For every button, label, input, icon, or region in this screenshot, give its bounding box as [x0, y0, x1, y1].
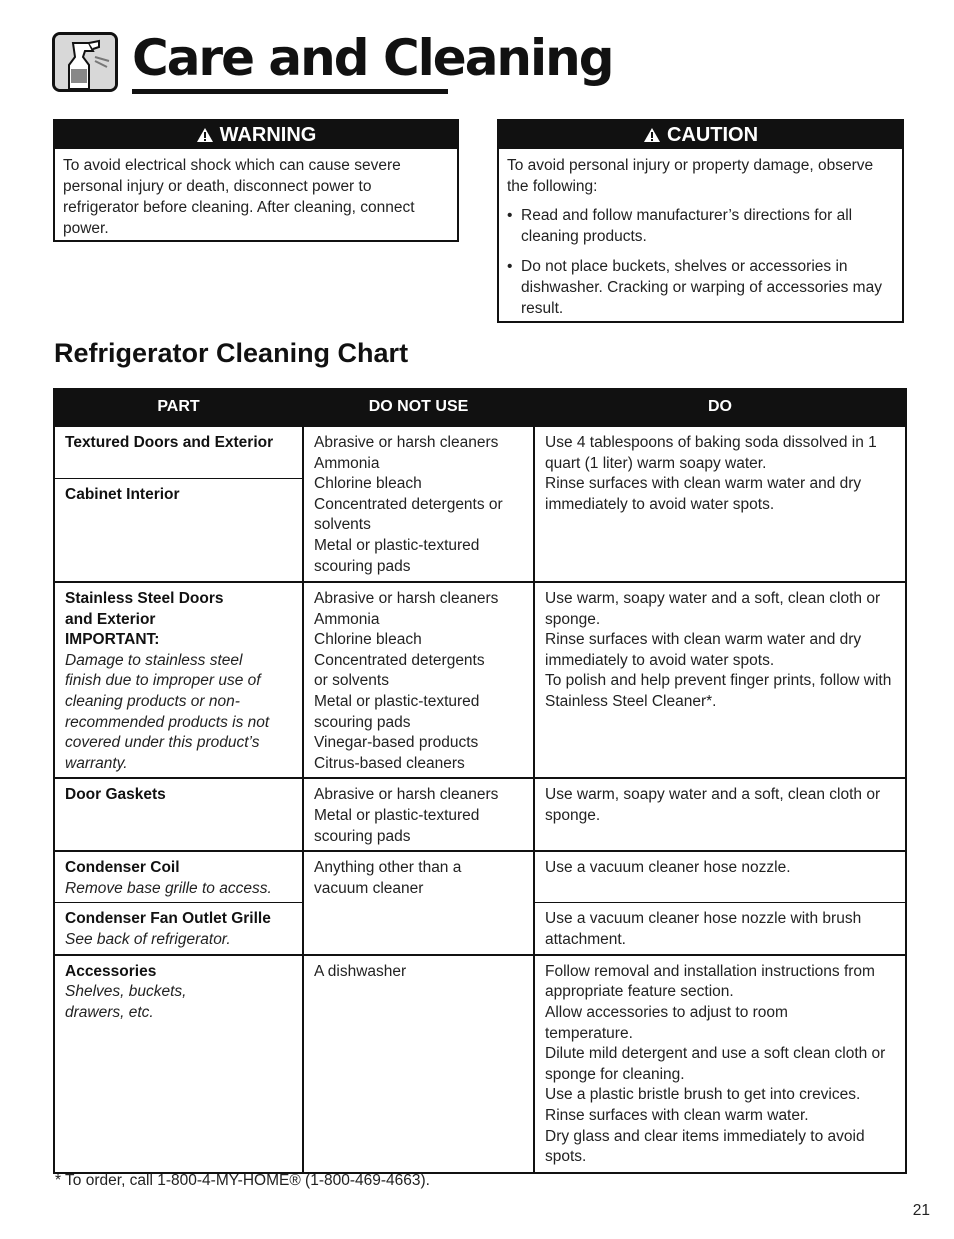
table-row [54, 851, 906, 903]
part-cell [54, 478, 303, 582]
list-item: Abrasive or harsh cleaners [314, 590, 499, 607]
do-cell [534, 426, 906, 582]
table-row [54, 426, 906, 478]
page-header [52, 28, 613, 98]
part-note: See back of refrigerator. [65, 930, 231, 948]
do-not-use-cell [303, 426, 534, 582]
list-item: Vinegar-based products [314, 734, 479, 752]
list-item: Use warm, soapy water and a soft, clean cloth or sponge. [545, 786, 881, 824]
list-item: Chlorine bleach [314, 631, 422, 649]
list-item: Chlorine bleach [314, 475, 422, 493]
do-cell [534, 778, 906, 851]
chart-title: Refrigerator Cleaning Chart [54, 338, 409, 368]
part-note: Shelves, buckets, drawers, etc. [65, 983, 187, 1021]
caution-intro: To avoid personal injury or property damage, observe the following: [507, 157, 874, 195]
part-cell [54, 426, 303, 478]
title-underline [132, 89, 448, 94]
warning-header [55, 121, 457, 149]
table-row [54, 778, 906, 851]
part-name: Condenser Coil [65, 859, 180, 877]
part-name: Door Gaskets [65, 786, 166, 804]
do-not-use-cell [303, 582, 534, 778]
part-name: Condenser Fan Outlet Grille [65, 910, 271, 928]
list-item: Dilute mild detergent and use a soft clean cloth or sponge for cleaning. [545, 1045, 886, 1083]
part-cell [54, 778, 303, 851]
do-cell [534, 582, 906, 778]
column-header-part: PART [54, 389, 303, 426]
footnote: * To order, call 1-800-4-MY-HOME® (1-800-469-4663). [55, 1172, 430, 1189]
list-item: Abrasive or harsh cleaners [314, 434, 499, 451]
important-label: IMPORTANT: [65, 631, 160, 649]
table-row [54, 582, 906, 778]
table-row [54, 955, 906, 1173]
warning-label: WARNING [219, 124, 317, 146]
caution-list [507, 205, 892, 319]
part-name: Accessories [65, 962, 157, 980]
list-item: Metal or plastic-textured scouring pads [314, 536, 480, 575]
warning-triangle-icon [196, 127, 214, 143]
column-header-do: DO [534, 389, 906, 426]
do-not-use-cell [303, 955, 534, 1173]
warning-box [53, 119, 459, 242]
warning-text: To avoid electrical shock which can cause severe personal injury or death, disconnect power to refrigerator before cleaning. After cleaning, connect power. [63, 157, 415, 237]
page-title: Care and Cleaning [132, 29, 613, 87]
part-note: Remove base grille to access. [65, 879, 272, 897]
caution-bullet: • Read and follow manufacturer’s directions for all cleaning products. [507, 205, 892, 247]
list-item: Dry glass and clear items immediately to avoid spots. [545, 1127, 865, 1166]
list-item: Use a vacuum cleaner hose nozzle with brush attachment. [545, 910, 862, 948]
do-not-use-cell [303, 851, 534, 955]
list-item: Concentrated detergents or solvents [314, 651, 485, 690]
chart-header-row [54, 389, 906, 426]
list-item: To polish and help prevent finger prints, follow with Stainless Steel Cleaner*. [545, 672, 892, 710]
list-item: Citrus-based cleaners [314, 754, 465, 772]
list-item: Metal or plastic-textured scouring pads [314, 692, 480, 731]
part-cell [54, 903, 303, 955]
part-cell [54, 851, 303, 903]
part-cell [54, 582, 303, 778]
cleaning-chart [53, 388, 907, 1174]
do-not-use-cell [303, 778, 534, 851]
caution-header [499, 121, 902, 149]
list-item: Anything other than a vacuum cleaner [314, 859, 462, 897]
part-name: Cabinet Interior [65, 485, 180, 503]
list-item: Use 4 tablespoons of baking soda dissolved in 1 quart (1 liter) warm soapy water. [545, 434, 877, 472]
caution-body [499, 149, 902, 332]
spray-bottle-icon [52, 32, 118, 92]
caution-bullet: • Do not place buckets, shelves or accessories in dishwasher. Cracking or warping of accessories may result. [507, 256, 892, 319]
do-cell [534, 955, 906, 1173]
list-item: Metal or plastic-textured scouring pads [314, 806, 480, 845]
list-item: Rinse surfaces with clean warm water and dry immediately to avoid water spots. [545, 475, 862, 513]
list-item: A dishwasher [314, 962, 407, 980]
do-cell [534, 903, 906, 955]
part-note: Damage to stainless steel finish due to improper use of cleaning products or non-recommended products is not covered under this product’s warranty. [65, 651, 270, 772]
list-item: Allow accessories to adjust to room temperature. [545, 1004, 788, 1042]
list-item: Abrasive or harsh cleaners [314, 786, 499, 804]
part-cell [54, 955, 303, 1173]
do-cell [534, 851, 906, 903]
caution-box [497, 119, 904, 323]
list-item: Follow removal and installation instructions from appropriate feature section. [545, 962, 875, 1001]
list-item: Ammonia [314, 454, 380, 472]
caution-triangle-icon [643, 127, 661, 143]
caution-label: CAUTION [666, 124, 759, 146]
list-item: Rinse surfaces with clean warm water. [545, 1106, 809, 1124]
list-item: Use a plastic bristle brush to get into crevices. [545, 1086, 861, 1104]
list-item: Ammonia [314, 610, 380, 628]
list-item: Use warm, soapy water and a soft, clean cloth or sponge. [545, 590, 881, 628]
part-name: Textured Doors and Exterior [65, 434, 274, 451]
part-name: Stainless Steel Doors and Exterior [65, 590, 224, 628]
list-item: Use a vacuum cleaner hose nozzle. [545, 859, 791, 877]
page-number: 21 [912, 1202, 930, 1219]
list-item: Rinse surfaces with clean warm water and dry immediately to avoid water spots. [545, 631, 862, 669]
column-header-do-not-use: DO NOT USE [303, 389, 534, 426]
list-item: Concentrated detergents or solvents [314, 495, 503, 534]
